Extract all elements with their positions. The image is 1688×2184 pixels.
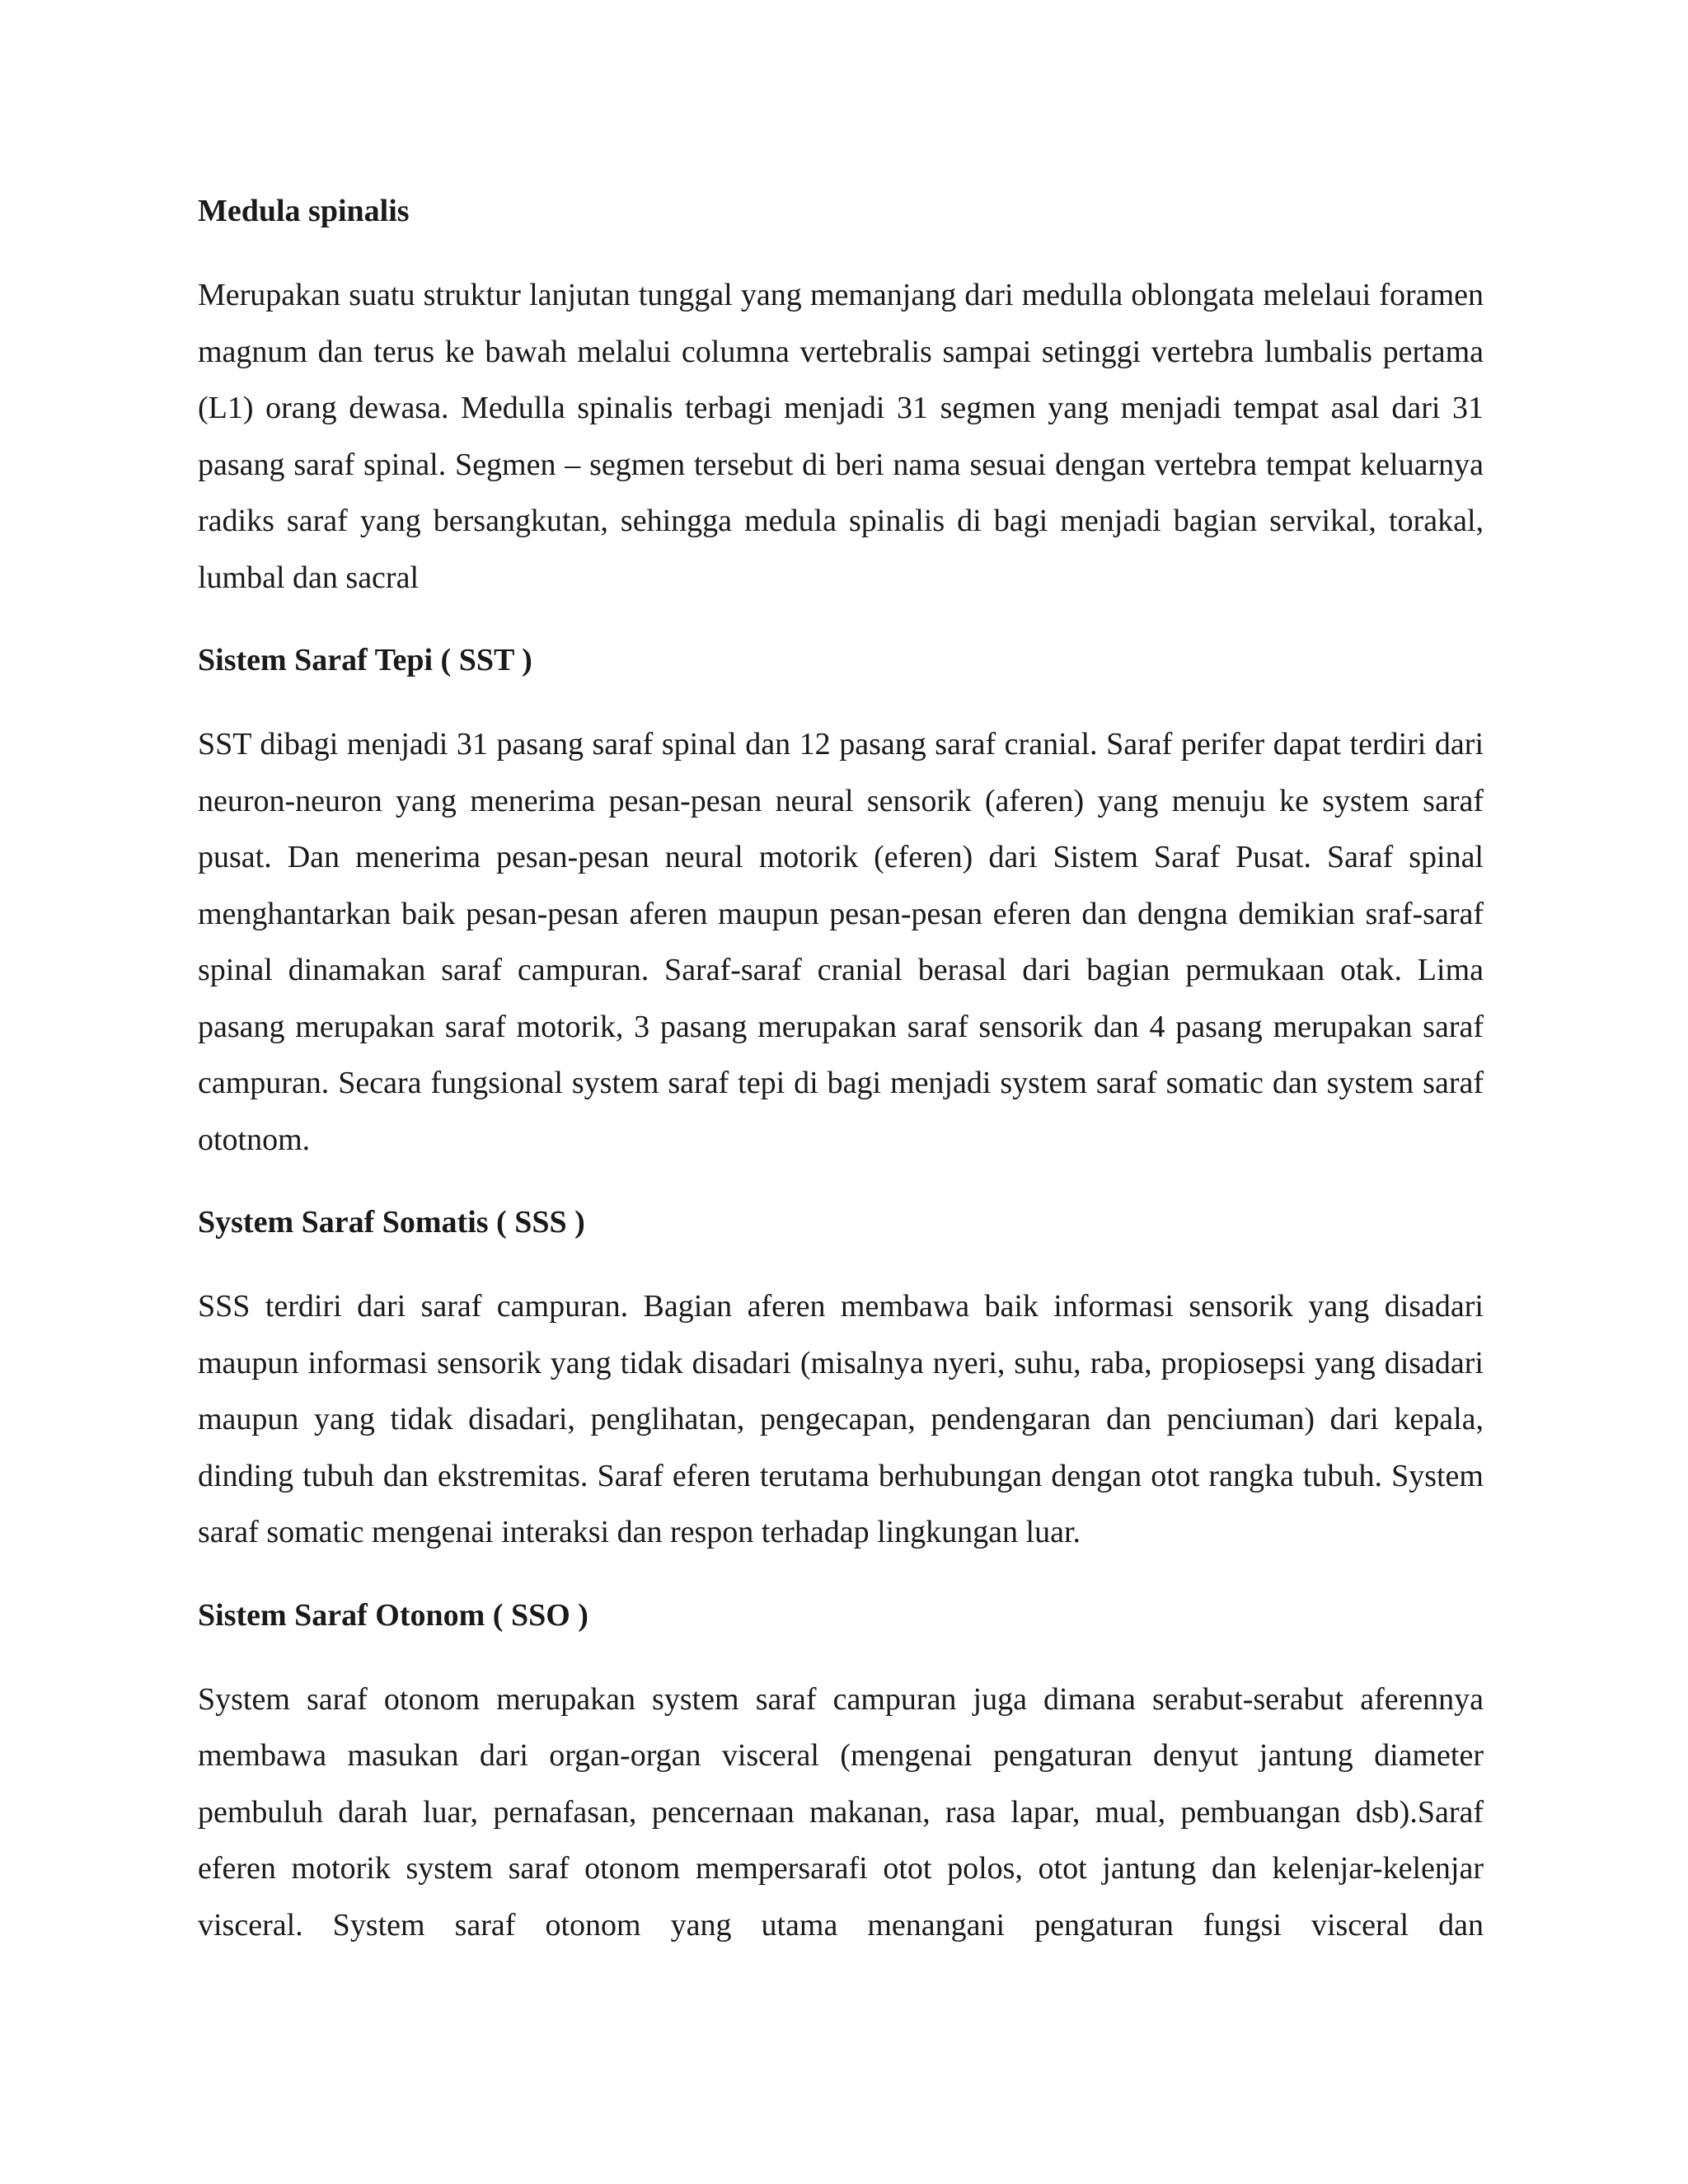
paragraph-sistem-saraf-tepi: SST dibagi menjadi 31 pasang saraf spinal dan 12 pasang saraf cranial. Saraf perifer dapat terdiri dari neuron-neuron yang menerima pesan-pesan neural sensorik (aferen) yang menuju ke system saraf pusat. Dan menerima pesan-pesan neural motorik (eferen) dari Sistem Saraf Pusat. Saraf spinal menghantarkan baik pesan-pesan aferen maupun pesan-pesan eferen dan dengna demikian sraf-saraf spinal dinamakan saraf campuran. Saraf-saraf cranial berasal dari bagian permukaan otak. Lima pasang merupakan saraf motorik, 3 pasang merupakan saraf sensorik dan 4 pasang merupakan saraf campuran. Secara fungsional system saraf tepi di bagi menjadi system saraf somatic dan system saraf ototnom. [198, 727, 1484, 1157]
heading-sistem-saraf-otonom: Sistem Saraf Otonom ( SSO ) [198, 1597, 588, 1633]
document-page [198, 183, 1484, 1953]
heading-system-saraf-somatis: System Saraf Somatis ( SSS ) [198, 1205, 585, 1240]
heading-medula-spinalis: Medula spinalis [198, 194, 410, 228]
heading-sistem-saraf-tepi: Sistem Saraf Tepi ( SST ) [198, 643, 532, 677]
paragraph-sistem-saraf-otonom: System saraf otonom merupakan system saraf campuran juga dimana serabut-serabut aferennya membawa masukan dari organ-organ visceral (mengenai pengaturan denyut jantung diameter pembuluh darah luar, pernafasan, pencernaan makanan, rasa lapar, mual, pembuangan dsb).Saraf eferen motorik system saraf otonom mempersarafi otot polos, otot jantung dan kelenjar-kelenjar visceral. System saraf otonom yang utama menangani pengaturan fungsi visceral dan [198, 1681, 1484, 1943]
paragraph-system-saraf-somatis: SSS terdiri dari saraf campuran. Bagian aferen membawa baik informasi sensorik yang disadari maupun informasi sensorik yang tidak disadari (misalnya nyeri, suhu, raba, propiosepsi yang disadari maupun yang tidak disadari, penglihatan, pengecapan, pendengaran dan penciuman) dari kepala, dinding tubuh dan ekstremitas. Saraf eferen terutama berhubungan dengan otot rangka tubuh. System saraf somatic mengenai interaksi dan respon terhadap lingkungan luar. [198, 1289, 1484, 1549]
paragraph-medula-spinalis: Merupakan suatu struktur lanjutan tunggal yang memanjang dari medulla oblongata melelaui foramen magnum dan terus ke bawah melalui columna vertebralis sampai setinggi vertebra lumbalis pertama (L1) orang dewasa. Medulla spinalis terbagi menjadi 31 segmen yang menjadi tempat asal dari 31 pasang saraf spinal. Segmen – segmen tersebut di beri nama sesuai dengan vertebra tempat keluarnya radiks saraf yang bersangkutan, sehingga medula spinalis di bagi menjadi bagian servikal, torakal, lumbal dan sacral [198, 278, 1484, 595]
